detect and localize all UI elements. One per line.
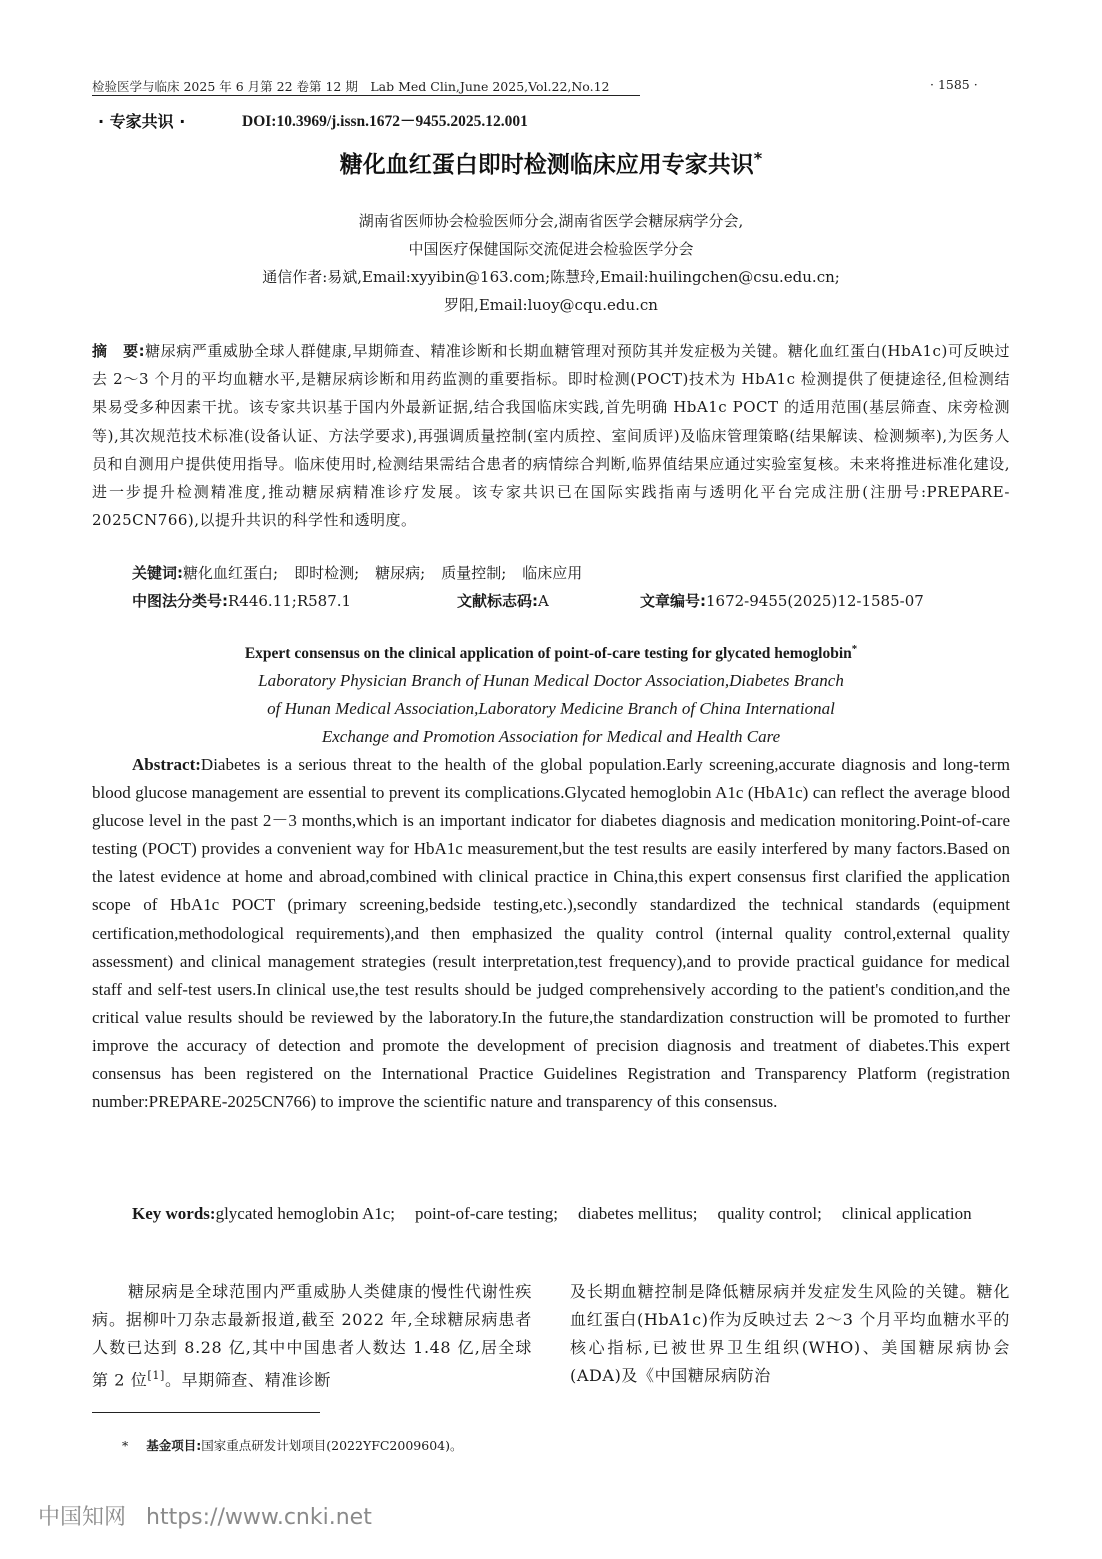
body-left-tail: 。早期筛查、精准诊断	[165, 1370, 332, 1390]
correspondence-line-1: 通信作者:易斌,Email:xyyibin@163.com;陈慧玲,Email:huilingchen@csu.edu.cn;	[262, 268, 840, 286]
keyword-en: quality control;	[717, 1204, 822, 1223]
funding-footnote	[122, 1436, 462, 1454]
article-title-cn	[0, 146, 1102, 179]
clc-number	[132, 590, 351, 611]
title-en-footnote-mark: *	[851, 643, 858, 655]
abstract-cn-label: 摘 要:	[92, 342, 146, 360]
doc-code-label: 文献标志码:	[457, 592, 538, 610]
abstract-en-text: Diabetes is a serious threat to the health of the global population.Early screening,accurate diagnosis and long-term blood glucose management are essential to prevent its complications.Glycated hemoglobin A1c (HbA1c) can reflect the average blood glucose level in the past 2－3 months,which is an important indicator for diabetes diagnosis and medication monitoring.Point-of-care testing (POCT) provides a convenient way for HbA1c measurement,but the test results are easily interfered by many factors.Based on the latest evidence at home and abroad,combined with clinical practice in China,this expert consensus first clarified the application scope of HbA1c POCT (primary screening,bedside testing,etc.),secondly standardized the technical standards (equipment certification,methodological requirements),and then emphasized the quality control (internal quality control,external quality assessment) and clinical management strategies (result interpretation,test frequency),and to provide practical guidance for medical staff and self-test users.In clinical use,the test results should be judged comprehensively according to the patient's condition,and the critical value results should be reviewed by the laboratory.In the future,the standardization construction will be promoted to further improve the accuracy of detection and promote the development of precision diagnosis and treatment of diabetes.This expert consensus has been registered on the International Practice Guidelines Registration and Transparency Platform (registration number:PREPARE-2025CN766) to improve the scientific nature and transparency of this consensus.	[92, 755, 1010, 1112]
keywords-en-label: Key words:	[132, 1204, 216, 1223]
keyword-cn: 临床应用	[522, 564, 583, 582]
keywords-cn-label: 关键词:	[132, 564, 183, 582]
watermark-brand: 中国知网	[38, 1505, 127, 1530]
keywords-cn	[132, 562, 598, 583]
title-footnote-mark: *	[753, 148, 763, 168]
clc-value: R446.11;R587.1	[228, 592, 352, 610]
footnote-label: 基金项目:	[146, 1438, 202, 1453]
affiliation-cn-1: 湖南省医师协会检验医师分会,湖南省医学会糖尿病学分会,	[358, 212, 744, 230]
keyword-en: glycated hemoglobin A1c;	[215, 1204, 395, 1223]
running-head: 检验医学与临床 2025 年 6 月第 22 卷第 12 期 Lab Med Clin,June 2025,Vol.22,No.12	[92, 79, 610, 94]
citation-ref[interactable]: [1]	[147, 1369, 166, 1382]
article-number	[640, 590, 924, 611]
body-left-text: 糖尿病是全球范围内严重威胁人类健康的慢性代谢性疾病。据柳叶刀杂志最新报道,截至 2022 年,全球糖尿病患者人数已达到 8.28 亿,其中中国患者人数达 1.48 亿,居全球第 2 位	[92, 1282, 532, 1390]
title-en-text: Expert consensus on the clinical application of point-of-care testing for glycated hemoglobin	[244, 645, 852, 663]
keyword-en: clinical application	[841, 1204, 972, 1223]
keyword-cn: 糖尿病;	[375, 564, 426, 582]
affiliation-en-1: Laboratory Physician Branch of Hunan Medical Doctor Association,Diabetes Branch	[258, 671, 844, 690]
watermark-url[interactable]: https://www.cnki.net	[146, 1505, 372, 1530]
affiliation-en-2: of Hunan Medical Association,Laboratory Medicine Branch of China International	[267, 699, 835, 718]
abstract-cn	[92, 337, 1010, 534]
page-number: · 1585 ·	[930, 77, 978, 92]
article-no-label: 文章编号:	[640, 592, 706, 610]
footnote-rule	[92, 1412, 320, 1413]
body-column-left	[92, 1278, 532, 1394]
section-tag: · 专家共识 ·	[98, 112, 186, 131]
affiliation-cn-2: 中国医疗保健国际交流促进会检验医学分会	[408, 240, 694, 258]
doc-code-value: A	[538, 592, 549, 610]
abstract-en	[92, 751, 1010, 1116]
document-code	[457, 590, 549, 611]
cnki-watermark	[38, 1500, 372, 1531]
keyword-cn: 质量控制;	[441, 564, 507, 582]
keywords-en	[92, 1200, 1010, 1228]
title-text: 糖化血红蛋白即时检测临床应用专家共识	[339, 152, 754, 178]
doi[interactable]: DOI:10.3969/j.issn.1672－9455.2025.12.001	[242, 113, 528, 130]
clc-label: 中图法分类号:	[132, 592, 228, 610]
affiliation-en-3: Exchange and Promotion Association for Medical and Health Care	[321, 727, 781, 746]
footnote-text: 国家重点研发计划项目(2022YFC2009604)。	[201, 1438, 463, 1453]
header-rule	[92, 95, 640, 96]
correspondence-line-2: 罗阳,Email:luoy@cqu.edu.cn	[444, 296, 658, 314]
article-no-value: 1672-9455(2025)12-1585-07	[706, 592, 924, 610]
abstract-cn-text: 糖尿病严重威胁全球人群健康,早期筛查、精准诊断和长期血糖管理对预防其并发症极为关键。糖化血红蛋白(HbA1c)可反映过去 2～3 个月的平均血糖水平,是糖尿病诊断和用药监测的重要指标。即时检测(POCT)技术为 HbA1c 检测提供了便捷途径,但检测结果易受多种因素干扰。该专家共识基于国内外最新证据,结合我国临床实践,首先明确 HbA1c POCT 的适用范围(基层筛查、床旁检测等),其次规范技术标准(设备认证、方法学要求),再强调质量控制(室内质控、室间质评)及临床管理策略(结果解读、检测频率),为医务人员和自测用户提供使用指导。临床使用时,检测结果需结合患者的病情综合判断,临界值结果应通过实验室复核。未来将推进标准化建设,进一步提升检测精准度,推动糖尿病精准诊疗发展。该专家共识已在国际实践指南与透明化平台完成注册(注册号:PREPARE-2025CN766),以提升共识的科学性和透明度。	[92, 342, 1010, 530]
keyword-en: point-of-care testing;	[414, 1204, 559, 1223]
keyword-cn: 糖化血红蛋白;	[183, 564, 279, 582]
footnote-star: *	[122, 1438, 129, 1453]
abstract-en-label: Abstract:	[132, 755, 201, 774]
article-title-en	[92, 643, 1010, 663]
keyword-cn: 即时检测;	[294, 564, 360, 582]
body-column-right: 及长期血糖控制是降低糖尿病并发症发生风险的关键。糖化血红蛋白(HbA1c)作为反映过去 2～3 个月平均血糖水平的核心指标,已被世界卫生组织(WHO)、美国糖尿病协会(ADA)及《中国糖尿病防治	[570, 1282, 1010, 1385]
keyword-en: diabetes mellitus;	[578, 1204, 698, 1223]
